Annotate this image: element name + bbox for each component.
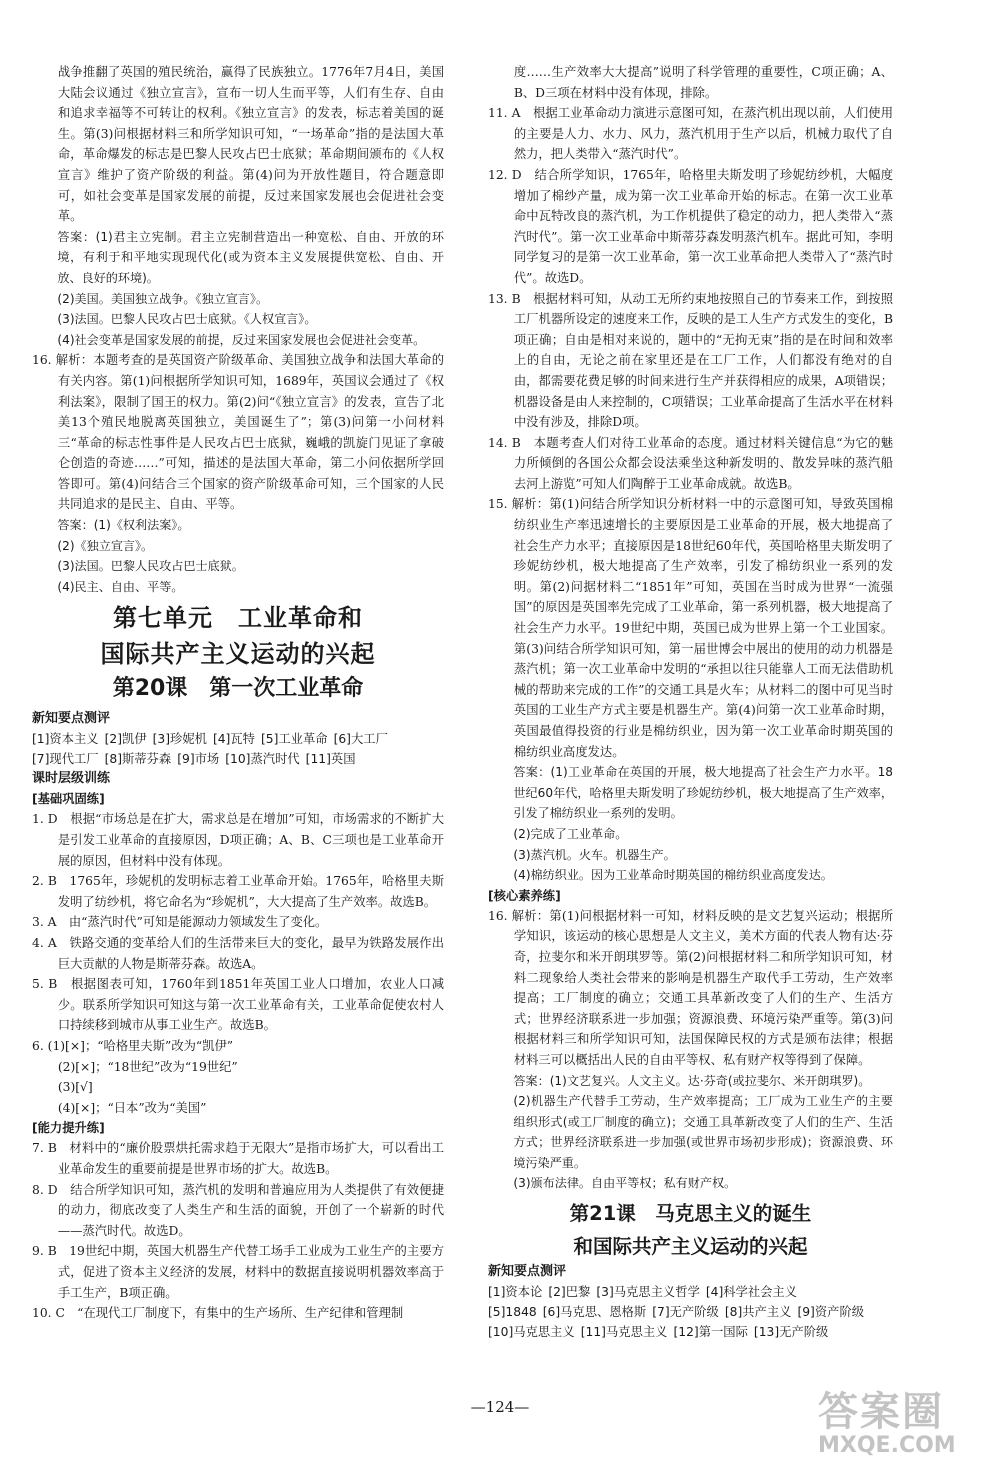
paragraph: 14. B 本题考查人们对待工业革命的态度。通过材料关键信息“为它的魅力所倾倒的各国公众都会设法乘坐这种新发明的、散发异味的蒸汽船去河上游览”可知人们陶醉于工业革命成就。故选B。 [488,435,893,491]
keyword-item: [10]蒸汽时代 [225,752,300,767]
paragraph: 2. B 1765年，珍妮机的发明标志着工业革命开始。1765年，哈格里夫斯发明了纺纱机，将它命名为“珍妮机”，大大提高了生产效率。故选B。 [32,874,444,909]
paragraph: (2)完成了工业革命。 [513,826,628,841]
keyword-item: [1]资本论 [488,1285,543,1300]
keyword-item: [5]工业革命 [260,732,328,747]
watermark-logo [818,1380,994,1458]
section-heading: 新知要点测评 [32,711,111,727]
paragraph: 答案：(1)工业革命在英国的开展，极大地提高了社会生产力水平。18世纪60年代，哈格里夫斯发明了珍妮纺纱机，极大地提高了生产效率，引发了棉纺织业一系列的发明。 [513,765,893,821]
paragraph: 1. D 根据“市场总是在扩大，需求总是在增加”可知，市场需求的不断扩大是引发工业革命的直接原因，D项正确；A、B、C三项也是工业革命开展的原因，但材料中没有体现。 [32,812,444,868]
paragraph: 16. 解析：第(1)问根据材料一可知，材料反映的是文艺复兴运动；根据所学知识，该运动的核心思想是人文主义，美术方面的代表人物有达·芬奇，拉斐尔和米开朗琪罗等。第(2)问根据材料二和所学知识可知，材料二现象给人类社会带来的影响是机器生产取代手工劳动，生产效率提高；工厂制度的确立；交通工具革新改变了人们的生产、生活方式；世界经济联系进一步加强；资源浪费、环境污染严重等。第(3)问根据材料三和所学知识可知，法国保障民权的方式是颁布法律；根据材料三可以概括出人民的自由平等权、私有财产权等得到了保障。 [488,908,893,1067]
paragraph: (3)蒸汽机。火车。机器生产。 [513,847,676,862]
keyword-item: [3]马克思主义哲学 [596,1285,700,1300]
paragraph: 15. 解析：第(1)问结合所学知识分析材料一中的示意图可知，导致英国棉纺织业生产率迅速增长的主要原因是工业革命的开展，极大地提高了社会生产力水平；直接原因是18世纪60年代，英国哈格里夫斯发明了珍妮纺纱机，极大地提高了生产效率，引发了棉纺织业一系列的发明。第(2)问据材料二“1851年”可知，英国在当时成为世界“一流强国”的原因是英国率先完成了工业革命，第一系列机器，极大地提高了社会生产力水平。19世纪中期，英国已成为世界上第一个工业国家。第(3)问结合所学知识可知，第一届世博会中展出的使用的动力机器是蒸汽机；第一次工业革命中发明的“承担以往只能靠人工而无法借助机械的帮助来完成的工作”的交通工具是火车；从材料二的图中可见当时英国的工业生产方式主要是机器生产。第(4)问第一次工业革命时期，英国最值得投资的行业是棉纺织业，因为第一次工业革命时期英国的棉纺织业高度发达。 [488,497,893,759]
paragraph: 答案：(1)《权利法案》。 [57,518,190,533]
paragraph: 10. C “在现代工厂制度下，有集中的生产场所、生产纪律和管理制 [32,1306,404,1321]
keyword-item: [4]瓦特 [212,732,255,747]
keyword-item: [6]大工厂 [333,732,388,747]
paragraph: 度……生产效率大大提高”说明了科学管理的重要性，C项正确；A、B、D三项在材料中没有体现，排除。 [513,65,893,100]
paragraph: 答案：(1)君主立宪制。君主立宪制营造出一种宽松、自由、开放的环境，有利于和平地实现现代化(或为资本主义发展提供宽松、自由、开放、良好的环境)。 [57,229,444,285]
page-number: —124— [470,1398,530,1416]
paragraph: (2)《独立宣言》。 [57,538,154,553]
keyword-item: [11]英国 [305,752,356,767]
paragraph: (2)美国。美国独立战争。《独立宣言》。 [57,291,269,306]
paragraph: 4. A 铁路交通的变革给人们的生活带来巨大的变化，最早为铁路发展作出巨大贡献的人物是斯蒂芬森。故选A。 [32,936,444,971]
paragraph: 战争推翻了英国的殖民统治，赢得了民族独立。1776年7月4日，美国大陆会议通过《独立宣言》，宣布一切人生而平等，人们有生存、自由和追求幸福等不可转让的权利。《独立宣言》的发表，标志着美国的诞生。第(3)问根据材料三和所学知识可知，“一场革命”指的是法国大革命，革命爆发的标志是巴黎人民攻占巴士底狱；革命期间颁布的《人权宣言》维护了资产阶级的利益。第(4)问为开放性题目，符合题意即可，如社会变革是国家发展的前提，反过来国家发展也会促进社会变革。 [57,65,444,224]
paragraph: (2)[×]；“18世纪”改为“19世纪” [57,1059,238,1074]
keyword-item: [8]共产主义 [724,1305,792,1320]
paragraph: (2)机器生产代替手工劳动，生产效率提高；工厂成为工业生产的主要组织形式(或工厂制度的确立)；交通工具革新改变了人们的生产、生活方式；世界经济联系进一步加强(或世界市场初步形成)；资源浪费、环境污染严重。 [513,1094,893,1170]
watermark-line2: MXQE.COM [818,1433,956,1458]
paragraph: 11. A 根据工业革命动力演进示意图可知，在蒸汽机出现以前，人们使用的主要是人力、水力、风力，蒸汽机用于生产以后，机械力取代了自然力，把人类带入“蒸汽时代”。 [488,106,893,162]
paragraph: (4)民主、自由、平等。 [57,579,184,594]
paragraph: (4)棉纺织业。因为工业革命时期英国的棉纺织业高度发达。 [513,868,833,883]
paragraph: 3. A 由“蒸汽时代”可知是能源动力领域发生了变化。 [32,915,328,930]
subsection-heading: [核心素养练] [488,888,561,903]
paragraph: (3)[√] [57,1080,93,1095]
paragraph: 12. D 结合所学知识，1765年，哈格里夫斯发明了珍妮纺纱机，大幅度增加了棉纱产量，成为第一次工业革命开始的标志。在第一次工业革命中瓦特改良的蒸汽机，为工作机提供了稳定的动力，把人类带入“蒸汽时代”。第一次工业革命中斯蒂芬森发明蒸汽机车。据此可知，李明同学复习的是第一次工业革命，第一次工业革命把人类带入了“蒸汽时代”。故选D。 [488,167,893,285]
keyword-item: [4]科学社会主义 [705,1285,798,1300]
lesson-title: 第21课 马克思主义的诞生 [569,1202,812,1226]
subsection-heading: [能力提升练] [32,1121,105,1136]
paragraph: 5. B 根据图表可知，1760年到1851年英国工业人口增加，农业人口减少。联系所学知识可知这与第一次工业革命有关，工业革命促使农村人口持续移到城市从事工业生产。故选B。 [32,977,444,1033]
keyword-item: [6]马克思、恩格斯 [542,1305,647,1320]
keyword-item: [10]马克思主义 [488,1325,575,1340]
paragraph: 13. B 根据材料可知，从动工无所约束地按照自己的节奏来工作，到按照工厂机器所设定的速度来工作，反映的是工人生产方式发生的变化，B项正确；自由是相对来说的，题中的“无拘无束”指的是在时间和效率上的自由，无论之前在家里还是在工厂工作，人们都没有绝对的自由，都需要花费足够的时间来进行生产并获得相应的成果，A项错误；机器设备是由人来控制的，C项错误；工业革命提高了生活水平在材料中没有涉及，排除D项。 [488,291,893,430]
unit-title: 国际共产主义运动的兴起 [100,640,376,669]
paragraph: (3)颁布法律。自由平等权；私有财产权。 [513,1176,737,1191]
left-column [32,62,444,1324]
keyword-item: [9]资产阶级 [797,1305,865,1320]
keyword-item: [7]无产阶级 [652,1305,719,1320]
paragraph: (3)法国。巴黎人民攻占巴士底狱。 [57,559,244,574]
keyword-item: [2]巴黎 [548,1285,591,1300]
paragraph: 8. D 结合所学知识可知，蒸汽机的发明和普遍应用为人类提供了有效便捷的动力，彻底改变了人类生产和生活的面貌，开创了一个崭新的时代——蒸汽时代。故选D。 [32,1182,444,1238]
keyword-item: [2]凯伊 [104,732,147,747]
right-column [488,62,893,1342]
paragraph: (3)法国。巴黎人民攻占巴士底狱。《人权宣言》。 [57,312,317,327]
paragraph: 9. B 19世纪中期，英国大机器生产代替工场手工业成为工业生产的主要方式，促进了资本主义经济的发展，材料中的数据直接说明机器效率高于手工生产，B项正确。 [32,1244,444,1300]
keyword-item: [5]1848 [488,1305,537,1320]
keyword-item: [11]马克思主义 [580,1325,668,1340]
watermark-line1: 答案圈 [818,1389,944,1435]
paragraph: 7. B 材料中的“廉价股票烘托需求趋于无限大”是指市场扩大，可以看出工业革命发生的重要前提是世界市场的扩大。故选B。 [32,1141,444,1176]
keyword-item: [9]市场 [177,752,220,767]
paragraph: (4)社会变革是国家发展的前提，反过来国家发展也会促进社会变革。 [57,332,426,347]
keyword-list [32,729,444,769]
lesson-title: 第20课 第一次工业革命 [112,676,364,702]
subsection-heading: [基础巩固练] [32,792,105,807]
keyword-item: [8]斯蒂芬森 [104,752,172,767]
keyword-item: [13]无产阶级 [753,1325,829,1340]
lesson-title: 和国际共产主义运动的兴起 [573,1235,808,1259]
keyword-item: [1]资本主义 [32,732,99,747]
paragraph: 16. 解析：本题考查的是英国资产阶级革命、美国独立战争和法国大革命的有关内容。第(1)问根据所学知识可知，1689年，英国议会通过了《权利法案》，限制了国王的权力。第(2)问“《独立宣言》的发表，宣告了北美13个殖民地脱离英国独立，美国诞生了”；第(3)问第一小问材料三“革命的标志性事件是人民攻占巴士底狱，巍峨的凯旋门见证了拿破仑创造的奇迹……”可知，描述的是法国大革命，第二小问依据所学回答即可。第(4)问结合三个国家的资产阶级革命可知，三个国家的人民共同追求的是民主、自由、平等。 [32,353,444,512]
keyword-item: [7]现代工厂 [32,752,99,767]
paragraph: 6. (1)[×]；“哈格里夫斯”改为“凯伊” [32,1038,234,1053]
unit-title: 第七单元 工业革命和 [113,604,363,633]
keyword-item: [3]珍妮机 [152,732,207,747]
keyword-list [488,1282,893,1342]
section-heading: 新知要点测评 [488,1264,567,1280]
section-heading: 课时层级训练 [32,771,111,787]
paragraph: (4)[×]；“日本”改为“美国” [57,1100,207,1115]
paragraph: 答案：(1)文艺复兴。人文主义。达·芬奇(或拉斐尔、米开朗琪罗)。 [513,1073,871,1088]
keyword-item: [12]第一国际 [673,1325,748,1340]
